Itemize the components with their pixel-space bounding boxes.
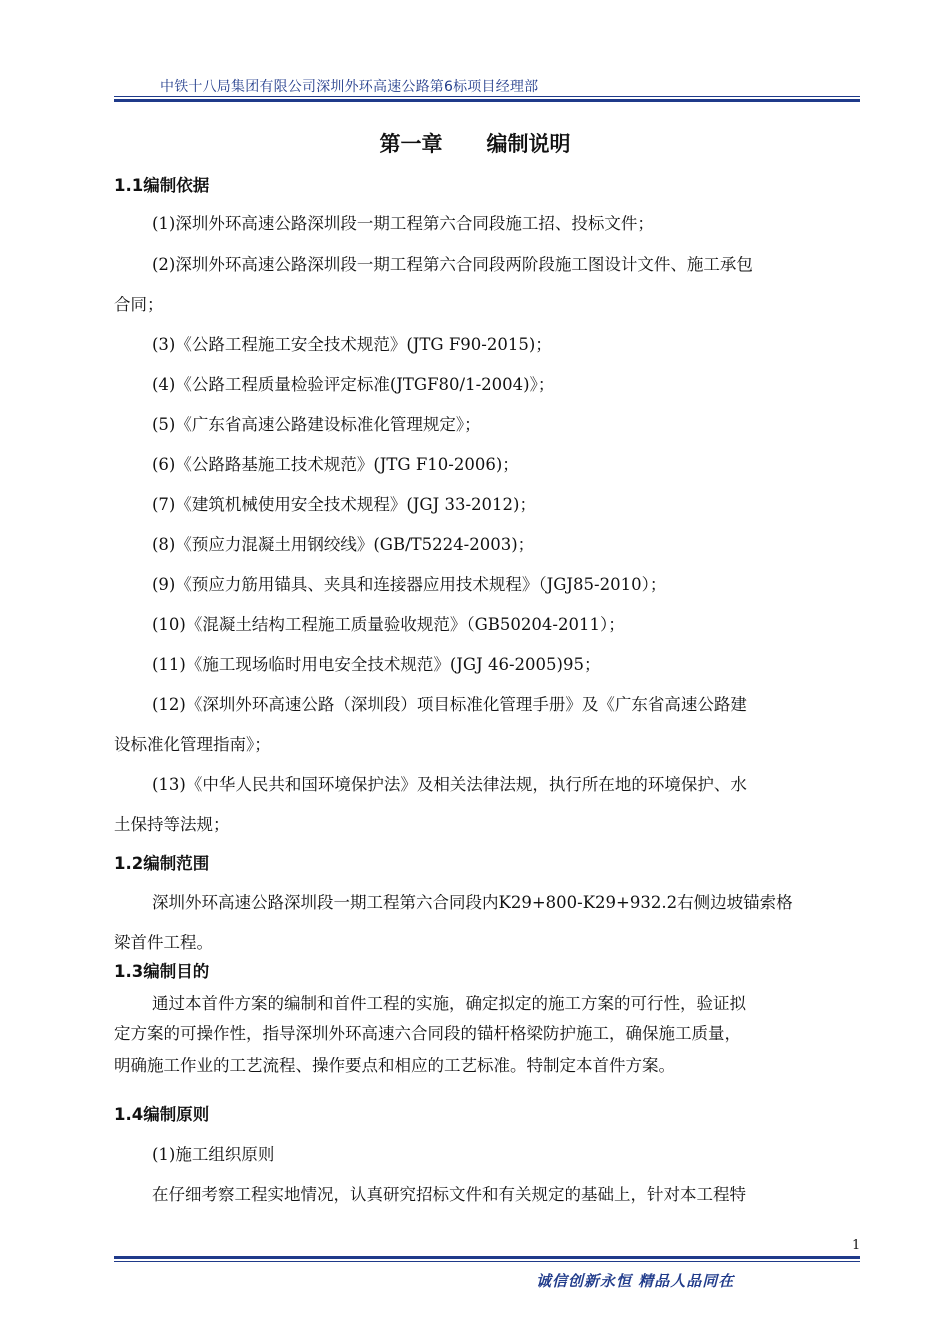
chapter-title (0, 128, 950, 158)
paragraph-line: (1)施工组织原则 (152, 1145, 275, 1164)
paragraph-line: (1)深圳外环高速公路深圳段一期工程第六合同段施工招、投标文件； (152, 214, 654, 233)
paragraph-line: 在仔细考察工程实地情况，认真研究招标文件和有关规定的基础上，针对本工程特 (152, 1185, 746, 1204)
section-heading-1-1: 1.1编制依据 (114, 176, 210, 195)
paragraph-line: (4)《公路工程质量检验评定标准(JTGF80/1-2004)》； (152, 375, 555, 394)
paragraph-line: (13)《中华人民共和国环境保护法》及相关法律法规，执行所在地的环境保护、水 (152, 775, 747, 794)
header-rule-thin (114, 96, 860, 97)
header-org-name: 中铁十八局集团有限公司深圳外环高速公路第6标项目经理部 (160, 79, 539, 95)
paragraph-line: (7)《建筑机械使用安全技术规程》(JGJ 33-2012)； (152, 495, 536, 514)
paragraph-line: 深圳外环高速公路深圳段一期工程第六合同段内K29+800-K29+932.2右侧边坡锚索格 (152, 893, 793, 912)
paragraph-line: (12)《深圳外环高速公路（深圳段）项目标准化管理手册》及《广东省高速公路建 (152, 695, 747, 714)
paragraph-line: 设标准化管理指南》； (114, 735, 271, 754)
footer-rule-thin (114, 1261, 860, 1262)
paragraph-line: 合同； (114, 295, 164, 314)
chapter-number: 第一章 (379, 132, 443, 156)
footer-motto: 诚信创新永恒 精品人品同在 (536, 1272, 735, 1290)
section-heading-1-4: 1.4编制原则 (114, 1105, 210, 1124)
chapter-name: 编制说明 (486, 132, 571, 156)
page-number: 1 (852, 1238, 861, 1253)
section-heading-1-2: 1.2编制范围 (114, 854, 210, 873)
paragraph-line: 定方案的可操作性，指导深圳外环高速六合同段的锚杆格梁防护施工，确保施工质量， (114, 1024, 741, 1043)
paragraph-line: (10)《混凝土结构工程施工质量验收规范》（GB50204-2011）； (152, 615, 625, 634)
paragraph-line: (3)《公路工程施工安全技术规范》(JTG F90-2015)； (152, 335, 552, 354)
paragraph-line: 土保持等法规； (114, 815, 230, 834)
paragraph-line: (9)《预应力筋用锚具、夹具和连接器应用技术规程》（JGJ85-2010）； (152, 575, 667, 594)
paragraph-line: (2)深圳外环高速公路深圳段一期工程第六合同段两阶段施工图设计文件、施工承包 (152, 255, 753, 274)
paragraph-line: (11)《施工现场临时用电安全技术规范》(JGJ 46-2005)95； (152, 655, 601, 674)
paragraph-line: (5)《广东省高速公路建设标准化管理规定》； (152, 415, 481, 434)
section-heading-1-3: 1.3编制目的 (114, 962, 210, 981)
header-rule-thick (114, 99, 860, 102)
paragraph-line: (8)《预应力混凝土用钢绞线》(GB/T5224-2003)； (152, 535, 535, 554)
footer-rule-thick (114, 1256, 860, 1259)
paragraph-line: 通过本首件方案的编制和首件工程的实施，确定拟定的施工方案的可行性，验证拟 (152, 994, 746, 1013)
paragraph-line: 明确施工作业的工艺流程、操作要点和相应的工艺标准。特制定本首件方案。 (114, 1056, 675, 1075)
paragraph-line: (6)《公路路基施工技术规范》(JTG F10-2006)； (152, 455, 519, 474)
paragraph-line: 梁首件工程。 (114, 933, 213, 952)
